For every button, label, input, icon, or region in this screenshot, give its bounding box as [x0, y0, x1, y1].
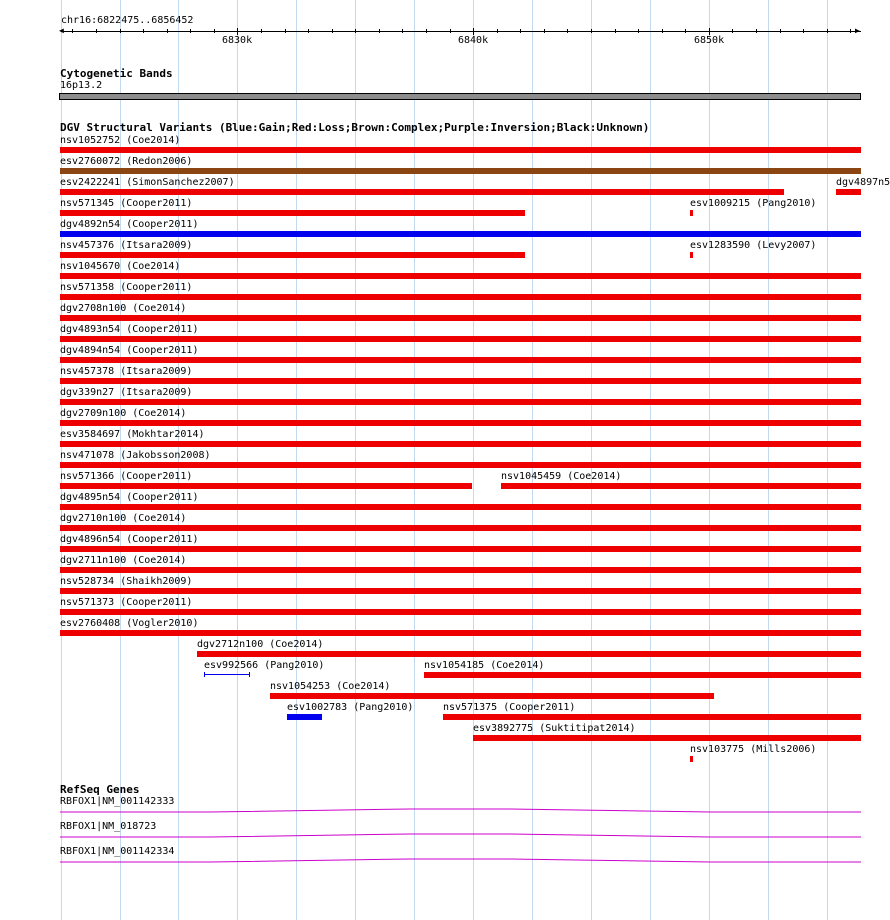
- dgv-feature-label[interactable]: dgv4894n54 (Cooper2011): [60, 345, 199, 356]
- refseq-gene-intron-line[interactable]: [60, 859, 861, 862]
- refseq-gene-intron-line[interactable]: [60, 809, 861, 812]
- refseq-gene-label[interactable]: RBFOX1|NM_001142333: [60, 796, 175, 807]
- dgv-feature-label[interactable]: esv1283590 (Levy2007): [690, 240, 817, 251]
- refseq-track-title[interactable]: RefSeq Genes: [60, 783, 140, 796]
- dgv-feature-label[interactable]: nsv571375 (Cooper2011): [443, 702, 576, 713]
- refseq-gene-label[interactable]: RBFOX1|NM_001142334: [60, 846, 175, 857]
- ruler-tick-label: 6830k: [222, 35, 253, 46]
- dgv-feature-label[interactable]: esv2422241 (SimonSanchez2007): [60, 177, 235, 188]
- dgv-feature-label[interactable]: nsv528734 (Shaikh2009): [60, 576, 193, 587]
- dgv-feature-label[interactable]: dgv2709n100 (Coe2014): [60, 408, 187, 419]
- dgv-feature-label[interactable]: dgv4897n5: [836, 177, 890, 188]
- dgv-feature-label[interactable]: esv992566 (Pang2010): [204, 660, 325, 671]
- dgv-feature-label[interactable]: dgv2711n100 (Coe2014): [60, 555, 187, 566]
- cytoband-track-title[interactable]: Cytogenetic Bands: [60, 67, 173, 80]
- dgv-track-title[interactable]: DGV Structural Variants (Blue:Gain;Red:Loss;Brown:Complex;Purple:Inversion;Black:Unknown): [60, 121, 650, 134]
- ruler-left-arrow-icon[interactable]: ◀: [59, 26, 64, 35]
- cytoband-label: 16p13.2: [60, 80, 103, 91]
- dgv-feature-label[interactable]: nsv571358 (Cooper2011): [60, 282, 193, 293]
- dgv-feature-label[interactable]: dgv4893n54 (Cooper2011): [60, 324, 199, 335]
- dgv-feature-label[interactable]: nsv571366 (Cooper2011): [60, 471, 193, 482]
- dgv-feature-label[interactable]: esv1002783 (Pang2010): [287, 702, 414, 713]
- dgv-feature-label[interactable]: dgv339n27 (Itsara2009): [60, 387, 193, 398]
- ruler-tick-label: 6840k: [458, 35, 489, 46]
- dgv-feature-label[interactable]: nsv571345 (Cooper2011): [60, 198, 193, 209]
- dgv-feature-label[interactable]: esv1009215 (Pang2010): [690, 198, 817, 209]
- dgv-feature-label[interactable]: nsv457376 (Itsara2009): [60, 240, 193, 251]
- dgv-feature-label[interactable]: nsv1045459 (Coe2014): [501, 471, 622, 482]
- dgv-feature-label[interactable]: dgv4895n54 (Cooper2011): [60, 492, 199, 503]
- dgv-feature-label[interactable]: nsv1054185 (Coe2014): [424, 660, 545, 671]
- dgv-feature-label[interactable]: esv2760408 (Vogler2010): [60, 618, 199, 629]
- dgv-feature-label[interactable]: dgv2710n100 (Coe2014): [60, 513, 187, 524]
- dgv-feature-label[interactable]: nsv471078 (Jakobsson2008): [60, 450, 211, 461]
- dgv-feature-label[interactable]: nsv1054253 (Coe2014): [270, 681, 391, 692]
- ruler-right-arrow-icon[interactable]: ▶: [855, 26, 860, 35]
- refseq-gene-label[interactable]: RBFOX1|NM_018723: [60, 821, 157, 832]
- dgv-feature-label[interactable]: dgv4896n54 (Cooper2011): [60, 534, 199, 545]
- ruler-position: chr16:6822475..6856452: [61, 15, 194, 26]
- dgv-feature-label[interactable]: dgv4892n54 (Cooper2011): [60, 219, 199, 230]
- dgv-feature-label[interactable]: esv3584697 (Mokhtar2014): [60, 429, 205, 440]
- dgv-feature-label[interactable]: esv2760072 (Redon2006): [60, 156, 193, 167]
- dgv-feature-label[interactable]: dgv2712n100 (Coe2014): [197, 639, 324, 650]
- dgv-feature-label[interactable]: nsv103775 (Mills2006): [690, 744, 817, 755]
- refseq-gene-intron-line[interactable]: [60, 834, 861, 837]
- ruler-tick-label: 6850k: [694, 35, 725, 46]
- dgv-feature-label[interactable]: nsv1045670 (Coe2014): [60, 261, 181, 272]
- dgv-feature-label[interactable]: dgv2708n100 (Coe2014): [60, 303, 187, 314]
- dgv-feature-label[interactable]: esv3892775 (Suktitipat2014): [473, 723, 636, 734]
- dgv-feature-label[interactable]: nsv457378 (Itsara2009): [60, 366, 193, 377]
- dgv-feature-label[interactable]: nsv571373 (Cooper2011): [60, 597, 193, 608]
- dgv-feature-label[interactable]: nsv1052752 (Coe2014): [60, 135, 181, 146]
